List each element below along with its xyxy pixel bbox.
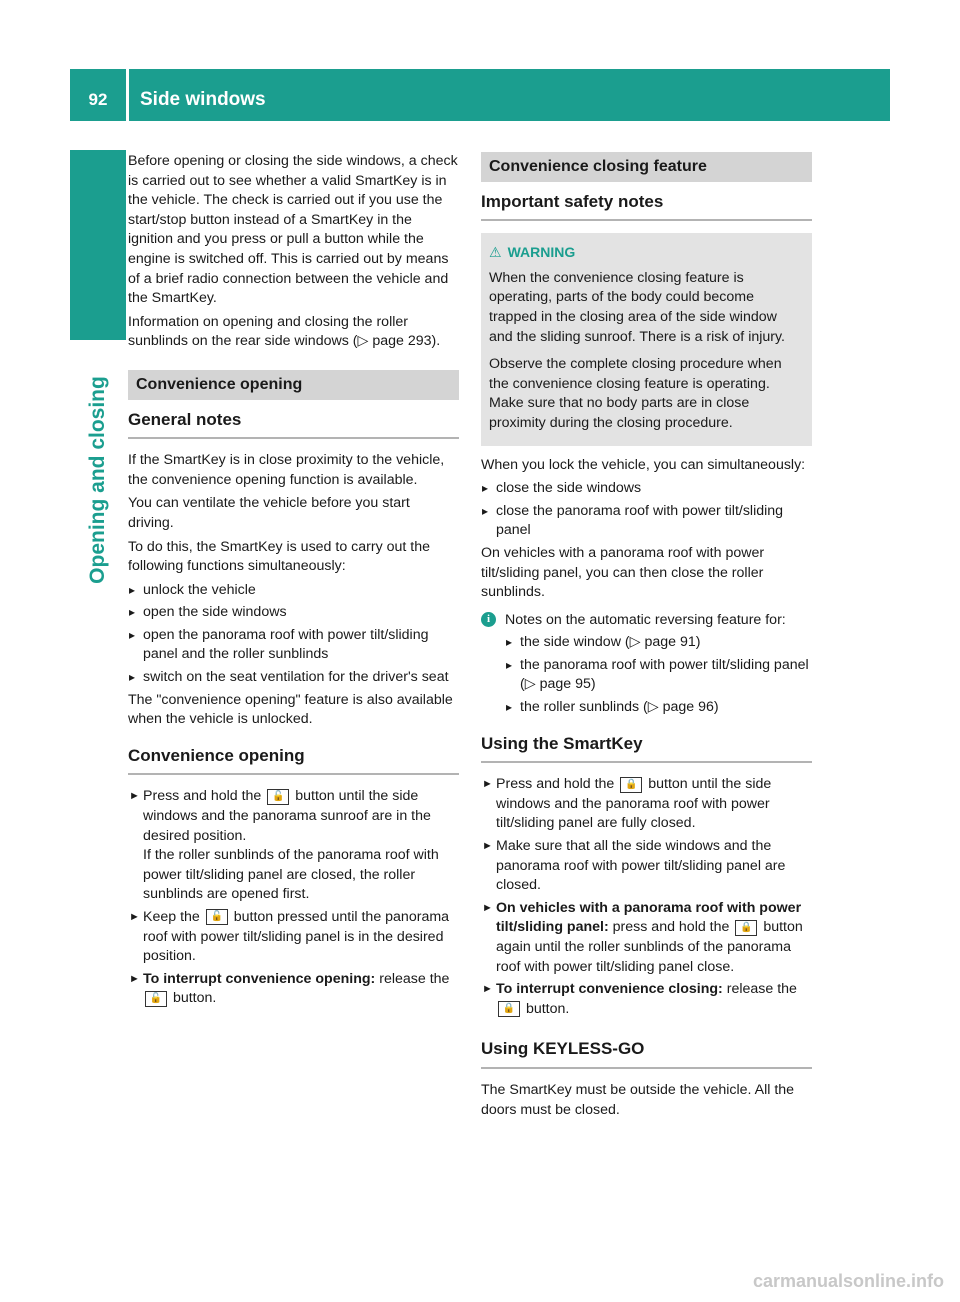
step-arrow-icon: ► [129, 790, 140, 803]
convenience-closing-heading: Convenience closing feature [481, 152, 812, 182]
step-arrow-icon: ► [482, 840, 493, 853]
unlock-icon: 🔓 [206, 909, 228, 925]
instruction-step: ► Make sure that all the side windows and the panorama roof with power tilt/sliding panel are closed. [482, 838, 786, 894]
right-column [481, 152, 812, 1124]
warning-triangle-icon: ⚠ [489, 244, 502, 261]
keyless-paragraph: The SmartKey must be outside the vehicle. All the doors must be closed. [481, 1081, 795, 1118]
lock-icon: 🔒 [735, 920, 757, 936]
panorama-paragraph: On vehicles with a panorama roof with power tilt/sliding panel, you can then close the roller sunblinds. [481, 544, 765, 601]
instruction-step: ► To interrupt convenience opening: release the 🔓 button. [129, 970, 450, 1007]
list-item: ▸ close the panorama roof with power tilt/sliding panel [481, 502, 812, 541]
side-tab [70, 150, 126, 340]
list-item: ▸ the panorama roof with power tilt/sliding panel (▷ page 95) [505, 656, 812, 695]
section-title: Side windows [140, 89, 266, 110]
list-item: ▸ close the side windows [481, 479, 812, 499]
page-number: 92 [88, 90, 108, 109]
list-item: ▸ unlock the vehicle [128, 581, 459, 601]
instruction-step: ► Press and hold the 🔓 button until the side windows and the panorama sunroof are in the desired position. If the roller sunblinds of the panorama roof with power tilt/sliding panel are closed, the roller sunblinds are opened first. [129, 788, 439, 903]
smartkey-heading: Using the SmartKey [481, 734, 812, 764]
step-arrow-icon: ► [482, 983, 493, 996]
safety-notes-heading: Important safety notes [481, 192, 812, 222]
intro-paragraph: Information on opening and closing the roller sunblinds on the rear side windows (▷ page 293). [128, 313, 441, 350]
unlock-icon: 🔓 [267, 789, 289, 805]
step-arrow-icon: ► [129, 911, 140, 923]
general-notes-heading: General notes [128, 410, 459, 440]
opening-subheading: Convenience opening [128, 746, 459, 776]
convenience-opening-heading: Convenience opening [128, 370, 459, 400]
left-column [128, 152, 459, 1012]
step-arrow-icon: ► [482, 901, 493, 914]
list-item: ▸ the roller sunblinds (▷ page 96) [505, 698, 812, 718]
header-divider [126, 69, 129, 121]
side-label: Opening and closing [86, 376, 109, 584]
list-item: ▸ the side window (▷ page 91) [505, 633, 812, 653]
step-arrow-icon: ► [129, 972, 140, 985]
instruction-step: ► Press and hold the 🔒 button until the side windows and the panorama roof with power tilt/sliding panel are fully closed. [482, 776, 772, 832]
warning-paragraph: Observe the complete closing procedure when the convenience closing feature is operating. Make sure that no body parts are in close proximity during the closing procedure. [489, 356, 782, 431]
warning-paragraph: When the convenience closing feature is operating, parts of the body could become trapped in the closing area of the side window and the sliding sunroof. There is a risk of injury. [489, 269, 785, 345]
instruction-step: ► On vehicles with a panorama roof with power tilt/sliding panel: press and hold the 🔒 button again until the roller sunblinds of the panorama roof with power tilt/sliding panel close. [482, 899, 803, 975]
lock-icon: 🔒 [498, 1001, 520, 1017]
unlock-icon: 🔓 [145, 991, 167, 1007]
intro-paragraph: Before opening or closing the side windows, a check is carried out to see whether a valid SmartKey is in the vehicle. The check is carried out if you use the start/stop button instead of a SmartKey in the ignition and you press or pull a button while the engine is switched off. This is carried out by means of a brief radio connection between the vehicle and the SmartKey. [128, 153, 458, 307]
general-paragraph: You can ventilate the vehicle before you start driving. [128, 495, 410, 531]
lock-paragraph: When you lock the vehicle, you can simultaneously: [481, 456, 806, 473]
watermark: carmanualsonline.info [752, 1271, 944, 1291]
instruction-step: ► Keep the 🔓 button pressed until the panorama roof with power tilt/sliding panel is in the desired position. [129, 909, 450, 965]
general-paragraph: To do this, the SmartKey is used to carry out the following functions simultaneously: [128, 538, 431, 575]
info-icon: i [481, 612, 496, 627]
note-bullet-list [481, 633, 812, 717]
list-item: ▸ switch on the seat ventilation for the driver's seat [128, 668, 459, 688]
lock-icon: 🔒 [620, 777, 642, 793]
keyless-go-heading: Using KEYLESS-GO [481, 1039, 812, 1069]
step-arrow-icon: ► [482, 778, 493, 791]
general-paragraph: If the SmartKey is in close proximity to the vehicle, the convenience opening function is available. [128, 452, 445, 488]
instruction-step: ► To interrupt convenience closing: release the 🔒 button. [482, 981, 797, 1017]
warning-box [481, 233, 812, 445]
list-item: ▸ open the side windows [128, 603, 459, 623]
general-paragraph: The "convenience opening" feature is also available when the vehicle is unlocked. [128, 691, 453, 728]
list-item: ▸ open the panorama roof with power tilt/sliding panel and the roller sunblinds [128, 626, 459, 665]
info-note: i Notes on the automatic reversing feature for: [481, 611, 812, 631]
warning-title: ⚠ WARNING [489, 243, 804, 263]
